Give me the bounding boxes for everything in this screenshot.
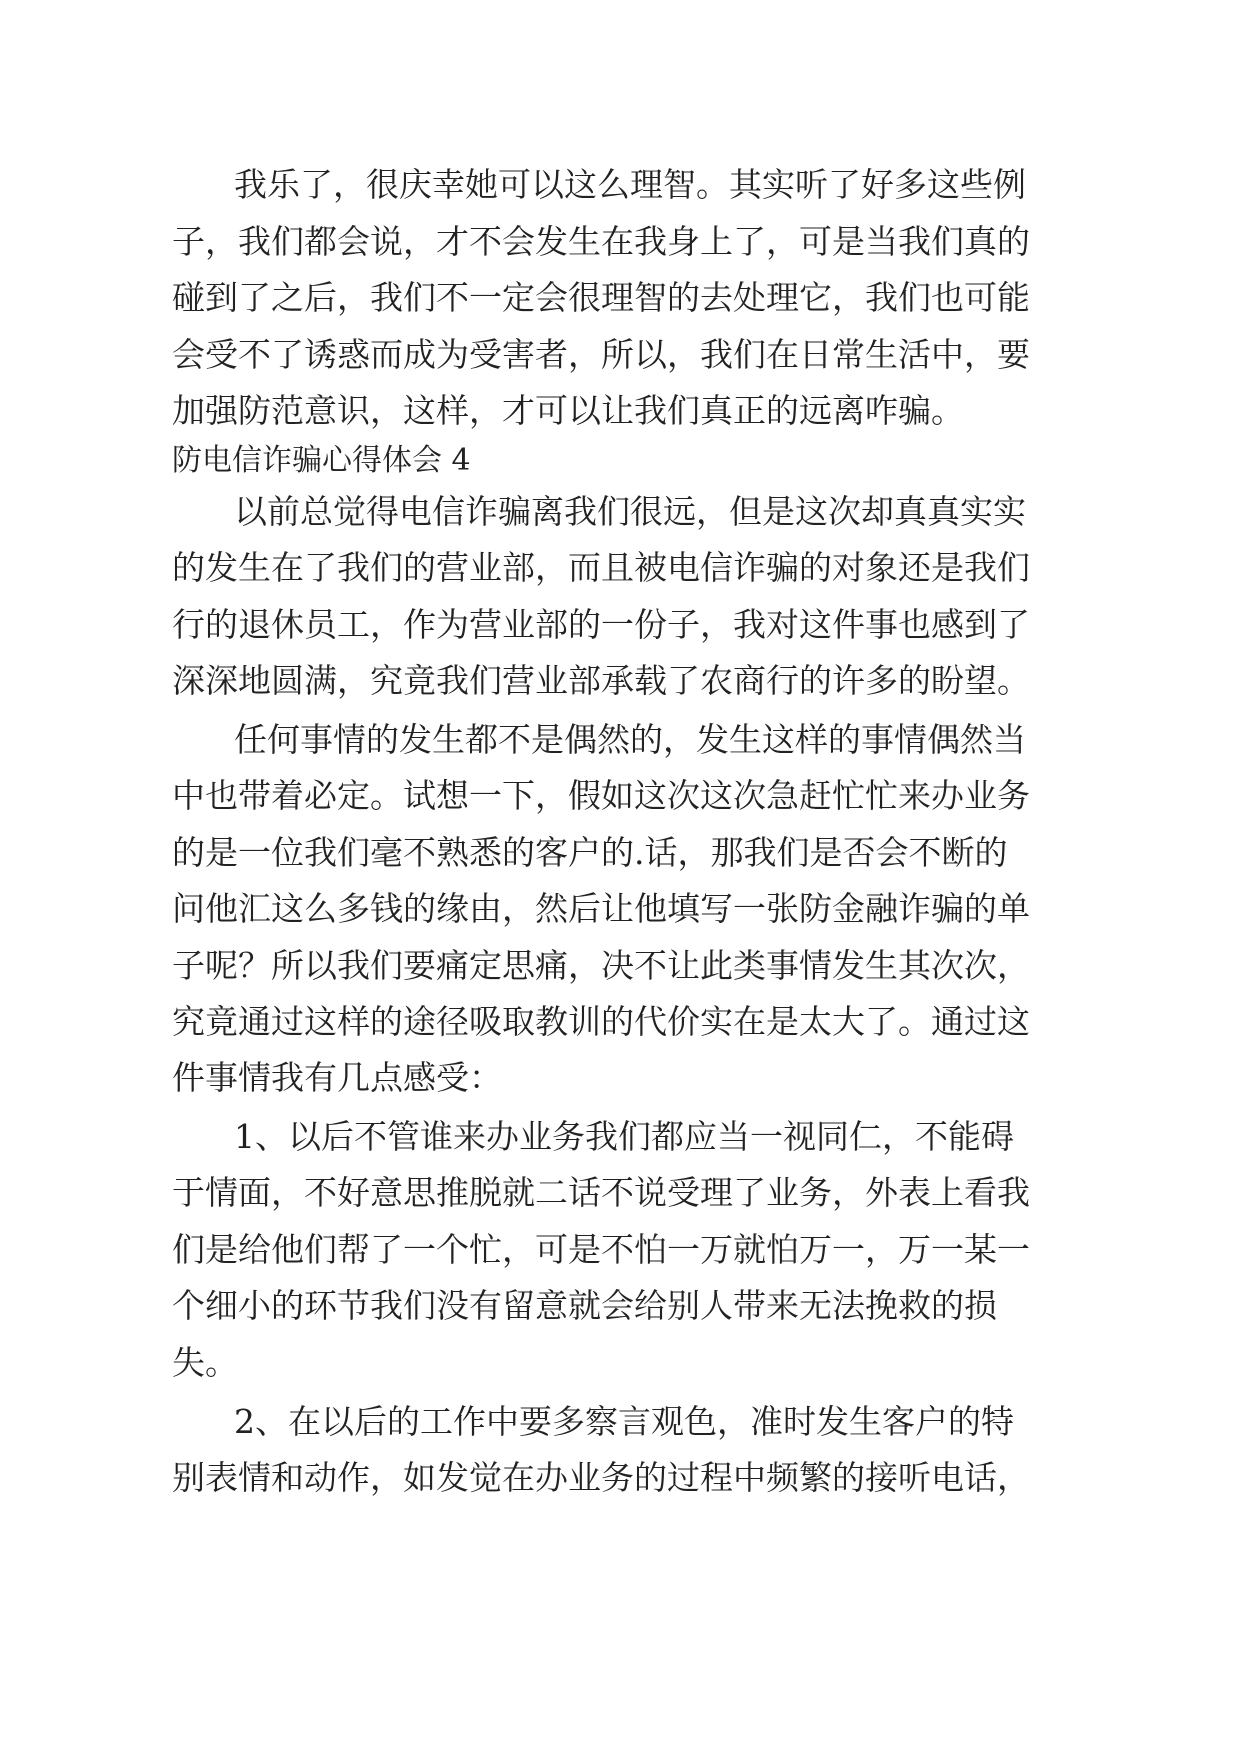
line-text: 别 表 情 和 动 作 ， 如 发 觉 在 办 业 务 的 过 程 中 频 繁 的 接 听 电 话 ， <box>172 1458 1030 1497</box>
paragraph-line <box>0 766 1241 826</box>
paragraph-line <box>0 268 1241 328</box>
paragraph-line <box>0 325 1241 385</box>
line-text: 于 情 面 ， 不 好 意 思 推 脱 就 二 话 不 说 受 理 了 业 务 ， 外 表 上 看 我 <box>172 1173 1030 1212</box>
line-text: 深 深 地 圆 满 ， 究 竟 我 们 营 业 部 承 载 了 农 商 行 的 许 多 的 盼 望 。 <box>172 661 1030 700</box>
paragraph-line <box>0 1333 1241 1393</box>
line-text: 件事情我有几点感受： <box>172 1058 502 1097</box>
paragraph-line <box>0 1220 1241 1280</box>
line-text: 的 是 一 位 我 们 毫 不 熟 悉 的 客 户 的 . 话 ， 那 我 们 是 否 会 不 断 的 <box>172 833 1008 872</box>
heading-text: 防电信诈骗心得体会 4 <box>172 443 471 478</box>
line-text: 加强防范意识，这样，才可以让我们真正的远离咋骗。 <box>172 391 964 430</box>
paragraph-line <box>0 823 1241 883</box>
line-text: 以 前 总 觉 得 电 信 诈 骗 离 我 们 很 远 ， 但 是 这 次 却 真 真 实 实 <box>234 492 1026 531</box>
line-text: 个 细 小 的 环 节 我 们 没 有 留 意 就 会 给 别 人 带 来 无 法 挽 救 的 损 <box>172 1286 997 1325</box>
paragraph-line <box>0 212 1241 272</box>
paragraph-line <box>0 482 1241 542</box>
line-text: 1 、 以 后 不 管 谁 来 办 业 务 我 们 都 应 当 一 视 同 仁 ， 不 能 碍 <box>234 1117 1014 1156</box>
paragraph-line <box>0 936 1241 996</box>
line-text: 子 呢 ？ 所 以 我 们 要 痛 定 思 痛 ， 决 不 让 此 类 事 情 发 生 其 次 次 ， <box>172 946 1030 985</box>
line-text: 行 的 退 休 员 工 ， 作 为 营 业 部 的 一 份 子 ， 我 对 这 件 事 也 感 到 了 <box>172 605 1030 644</box>
paragraph-line <box>0 595 1241 655</box>
line-text: 问 他 汇 这 么 多 钱 的 缘 由 ， 然 后 让 他 填 写 一 张 防 金 融 诈 骗 的 单 <box>172 889 1030 928</box>
paragraph-line <box>0 1276 1241 1336</box>
paragraph-line <box>0 710 1241 770</box>
line-text: 2 、 在 以 后 的 工 作 中 要 多 察 言 观 色 ， 准 时 发 生 客 户 的 特 <box>234 1402 1014 1441</box>
line-text: 会 受 不 了 诱 惑 而 成 为 受 害 者 ， 所 以 ， 我 们 在 日 常 生 活 中 ， 要 <box>172 335 1030 374</box>
paragraph-line <box>0 651 1241 711</box>
line-text: 们 是 给 他 们 帮 了 一 个 忙 ， 可 是 不 怕 一 万 就 怕 万 一 ， 万 一 某 一 <box>172 1230 1030 1269</box>
line-text: 中 也 带 着 必 定 。 试 想 一 下 ， 假 如 这 次 这 次 急 赶 忙 忙 来 办 业 务 <box>172 776 1030 815</box>
paragraph-line <box>0 155 1241 215</box>
paragraph-line <box>0 992 1241 1052</box>
line-text: 失。 <box>172 1343 238 1382</box>
paragraph-line <box>0 1448 1241 1508</box>
paragraph-line <box>0 1163 1241 1223</box>
line-text: 任 何 事 情 的 发 生 都 不 是 偶 然 的 ， 发 生 这 样 的 事 情 偶 然 当 <box>234 720 1026 759</box>
paragraph-line <box>0 1048 1241 1108</box>
paragraph-line <box>0 1107 1241 1167</box>
line-text: 我 乐 了 ， 很 庆 幸 她 可 以 这 么 理 智 。 其 实 听 了 好 多 这 些 例 <box>234 165 1026 204</box>
line-text: 碰 到 了 之 后 ， 我 们 不 一 定 会 很 理 智 的 去 处 理 它 ， 我 们 也 可 能 <box>172 278 1030 317</box>
line-text: 子 ， 我 们 都 会 说 ， 才 不 会 发 生 在 我 身 上 了 ， 可 是 当 我 们 真 的 <box>172 222 1030 261</box>
paragraph-line <box>0 1392 1241 1452</box>
paragraph-line <box>0 879 1241 939</box>
line-text: 究 竟 通 过 这 样 的 途 径 吸 取 教 训 的 代 价 实 在 是 太 大 了 。 通 过 这 <box>172 1002 1030 1041</box>
paragraph-line <box>0 538 1241 598</box>
line-text: 的 发 生 在 了 我 们 的 营 业 部 ， 而 且 被 电 信 诈 骗 的 对 象 还 是 我 们 <box>172 548 1030 587</box>
